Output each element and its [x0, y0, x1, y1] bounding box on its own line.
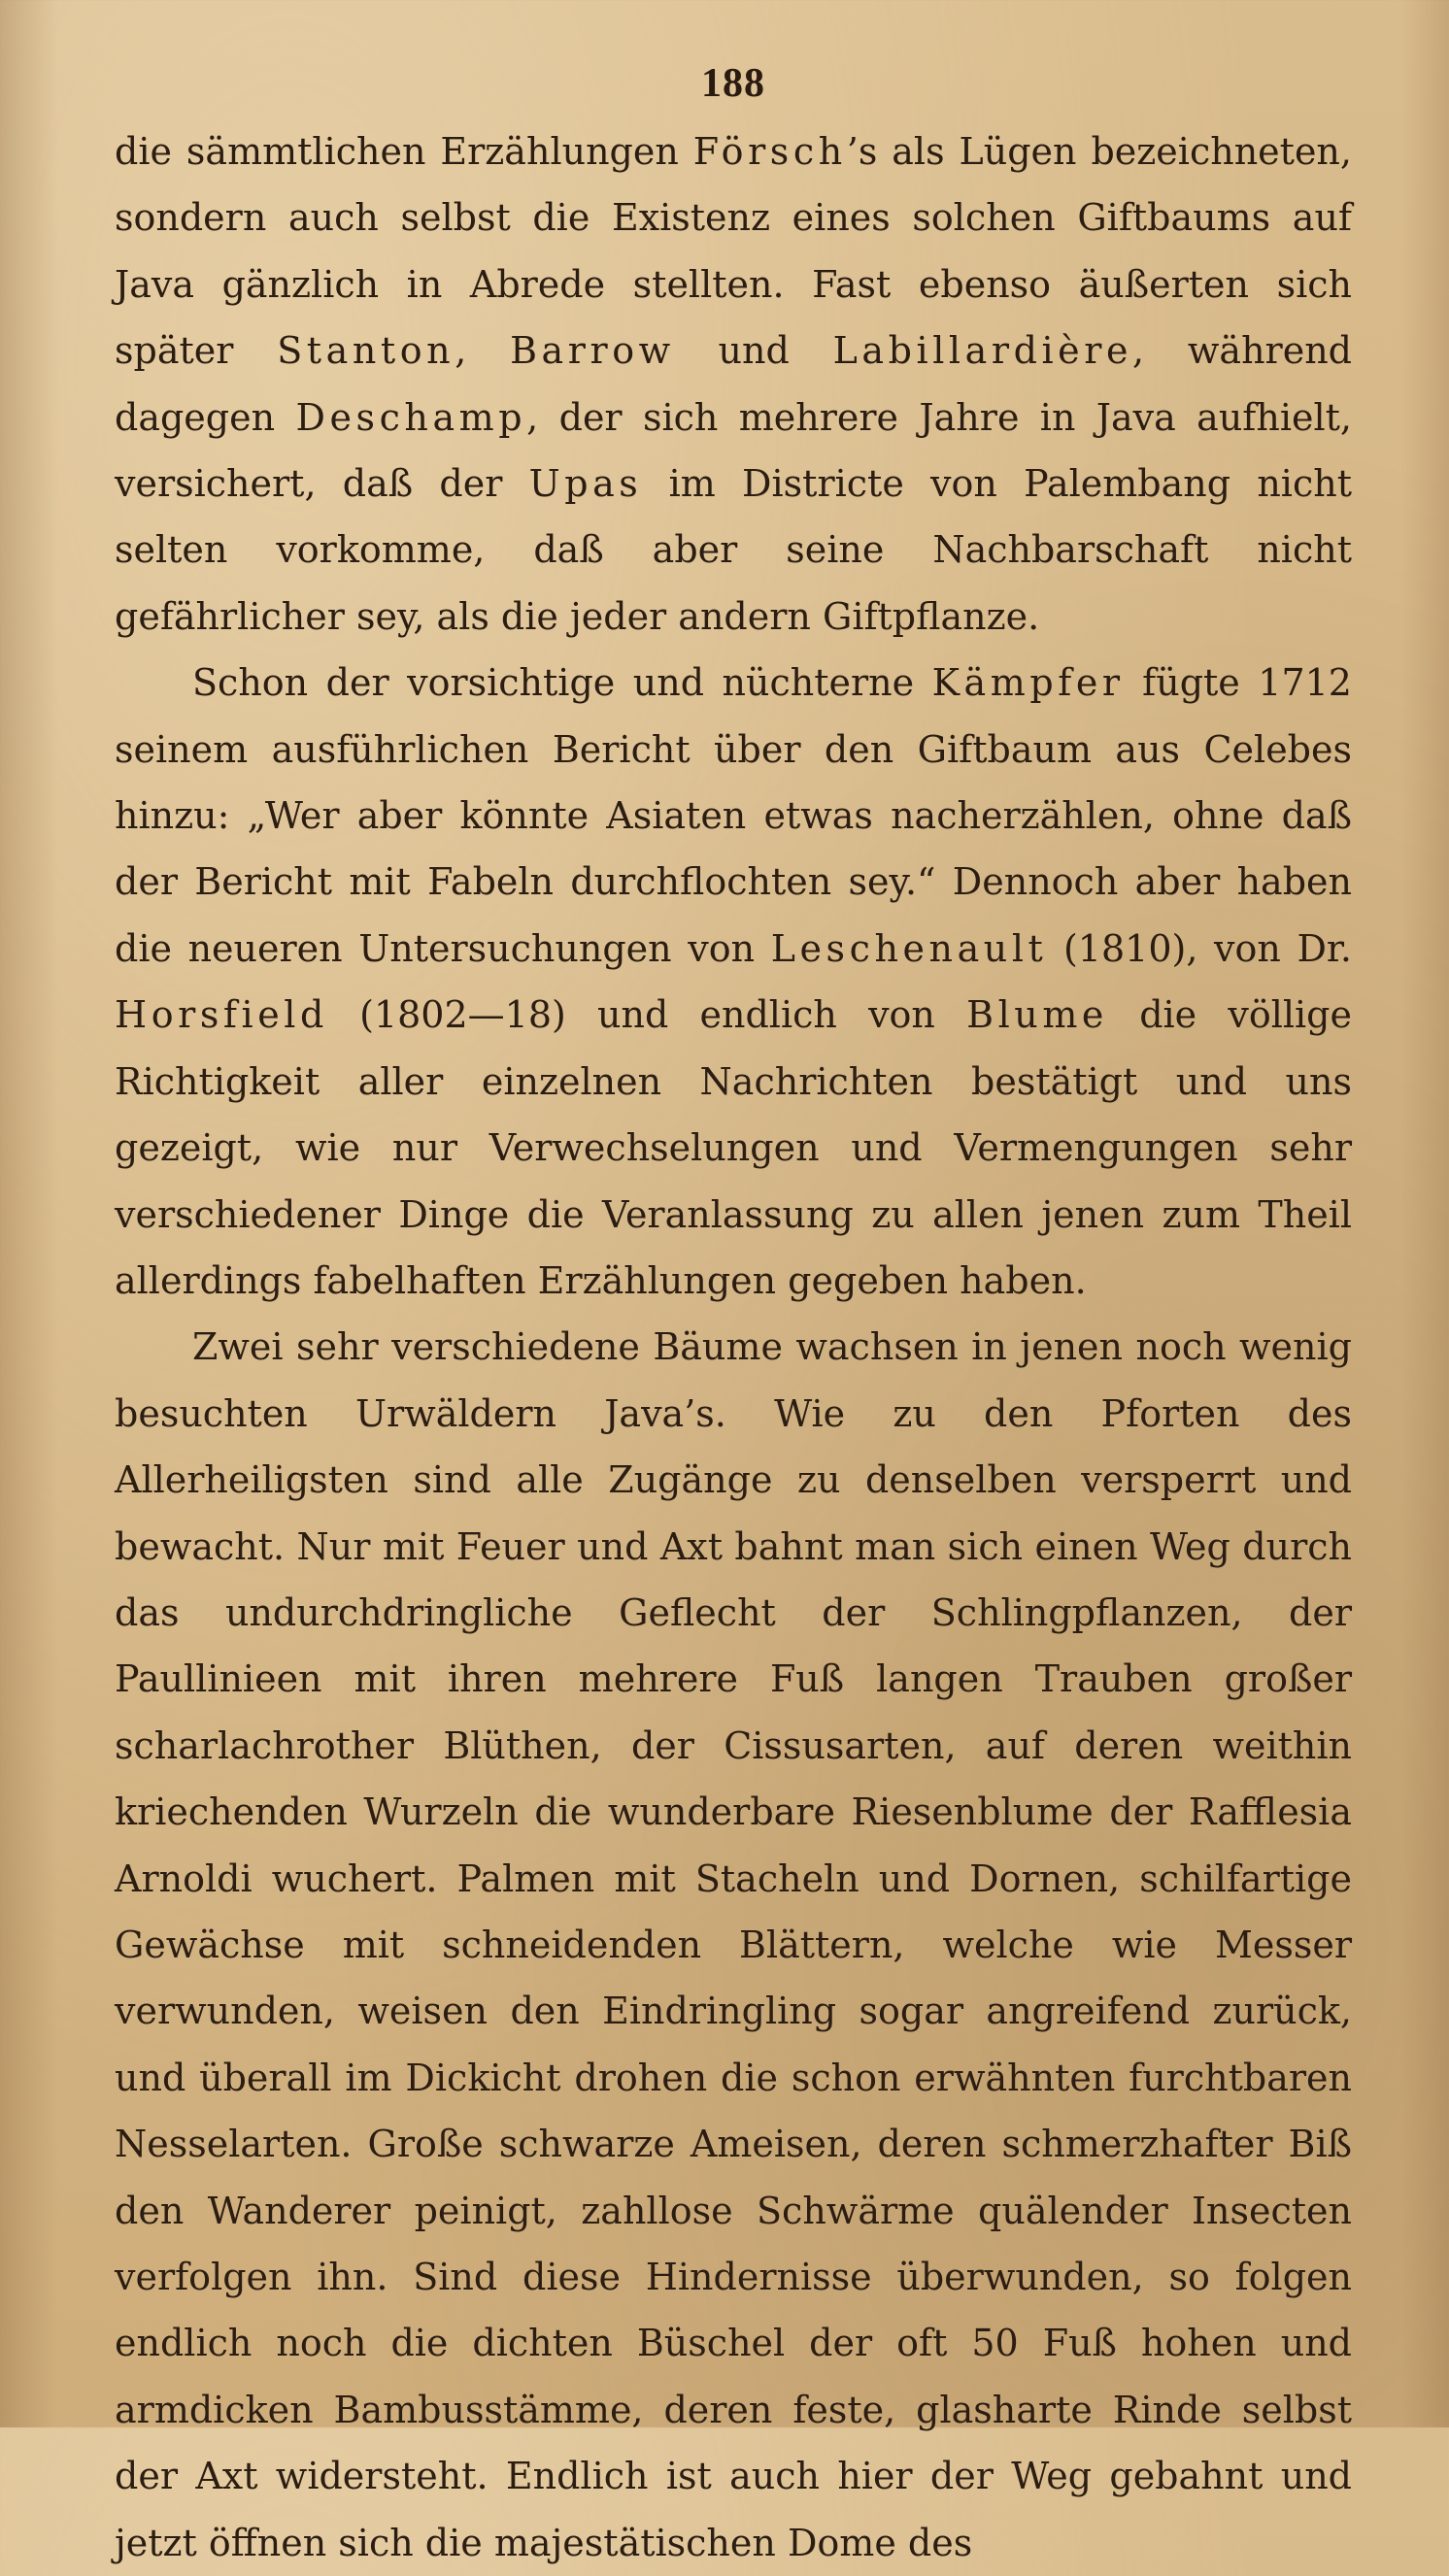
emphasized-name: Deschamp [295, 395, 527, 439]
text-run: und [674, 329, 833, 373]
emphasized-name: Labillardière [832, 329, 1133, 373]
text-run: , während dagegen [115, 329, 1352, 439]
text-run: Zwei sehr verschiedene Bäume wachsen in jenen noch wenig besuchten Urwäldern Java’s. Wie zu den Pforten des Allerheiligsten sind alle Zugänge zu denselben versperrt und bewacht. Nur mit Feuer und Axt bahnt man sich einen Weg durch das undurchdringliche Geflecht der Schlingpflanzen, der Paullinieen mit ihren mehrere Fuß langen Trauben großer scharlachrother Blüthen, der Cissusarten, auf deren weithin kriechenden Wurzeln die wunderbare Riesenblume der Rafflesia Arnoldi wuchert. Palmen mit Stacheln und Dornen, schilfartige Gewächse mit schneidenden Blättern, welche wie Messer verwunden, weisen den Eindringling sogar angreifend zurück, und überall im Dickicht drohen die schon erwähnten furchtbaren Nesselarten. Große schwarze Ameisen, deren schmerzhafter Biß den Wanderer peinigt, zahllose Schwärme quälender Insecten verfolgen ihn. Sind diese Hindernisse überwunden, so folgen endlich noch die dichten Büschel der oft 50 Fuß hohen und armdicken Bambusstämme, deren feste, glasharte Rinde selbst der Axt widersteht. Endlich ist auch hier der Weg gebahnt und jetzt öffnen sich die majestätischen Dome des [115, 1325, 1352, 2564]
emphasized-name: Stanton [277, 329, 455, 373]
page-number: 188 [701, 61, 765, 106]
text-run: im Districte von Palembang nicht selten vorkomme, daß aber seine Nachbarschaft nicht gefährlicher sey, als die jeder andern Giftpflanze. [115, 462, 1352, 638]
paragraph [115, 1314, 1352, 2576]
text-run: ’s als Lügen bezeichneten, sondern auch selbst die Existenz eines solchen Giftbaums auf Java gänzlich in Abrede stellten. Fast ebenso äußerten sich später [115, 130, 1352, 373]
body-text [115, 118, 1352, 2576]
emphasized-name: Leschenault [770, 926, 1048, 970]
text-run: fügte 1712 seinem ausführlichen Bericht über den Giftbaum aus Celebes hinzu: „Wer aber könnte Asiaten etwas nacherzählen, ohne daß der Bericht mit Fabeln durchflochten sey.“ Dennoch aber haben die neueren Untersuchungen von [115, 661, 1352, 970]
text-run: , [455, 329, 511, 373]
emphasized-name: Försch [692, 130, 847, 173]
emphasized-name: Barrow [510, 329, 675, 373]
paragraph [115, 118, 1352, 650]
paragraph [115, 650, 1352, 1314]
emphasized-name: Kämpfer [931, 661, 1125, 705]
text-run: , der sich mehrere Jahre in Java aufhielt, versichert, daß der [115, 395, 1352, 506]
emphasized-name: Upas [528, 462, 643, 506]
text-run: (1810), von Dr. [1047, 926, 1353, 970]
text-run: die völlige Richtigkeit aller einzelnen Nachrichten bestätigt und uns gezeigt, wie nur Verwechselungen und Vermengungen sehr verschiedener Dinge die Veranlassung zu allen jenen zum Theil allerdings fabelhaften Erzählungen gegeben haben. [115, 993, 1352, 1302]
text-run: (1802—18) und endlich von [327, 993, 967, 1037]
text-run: die sämmtlichen Erzählungen [115, 130, 693, 173]
text-run: Schon der vorsichtige und nüchterne [192, 661, 932, 705]
emphasized-name: Horsfield [115, 993, 328, 1037]
emphasized-name: Blume [966, 993, 1108, 1037]
